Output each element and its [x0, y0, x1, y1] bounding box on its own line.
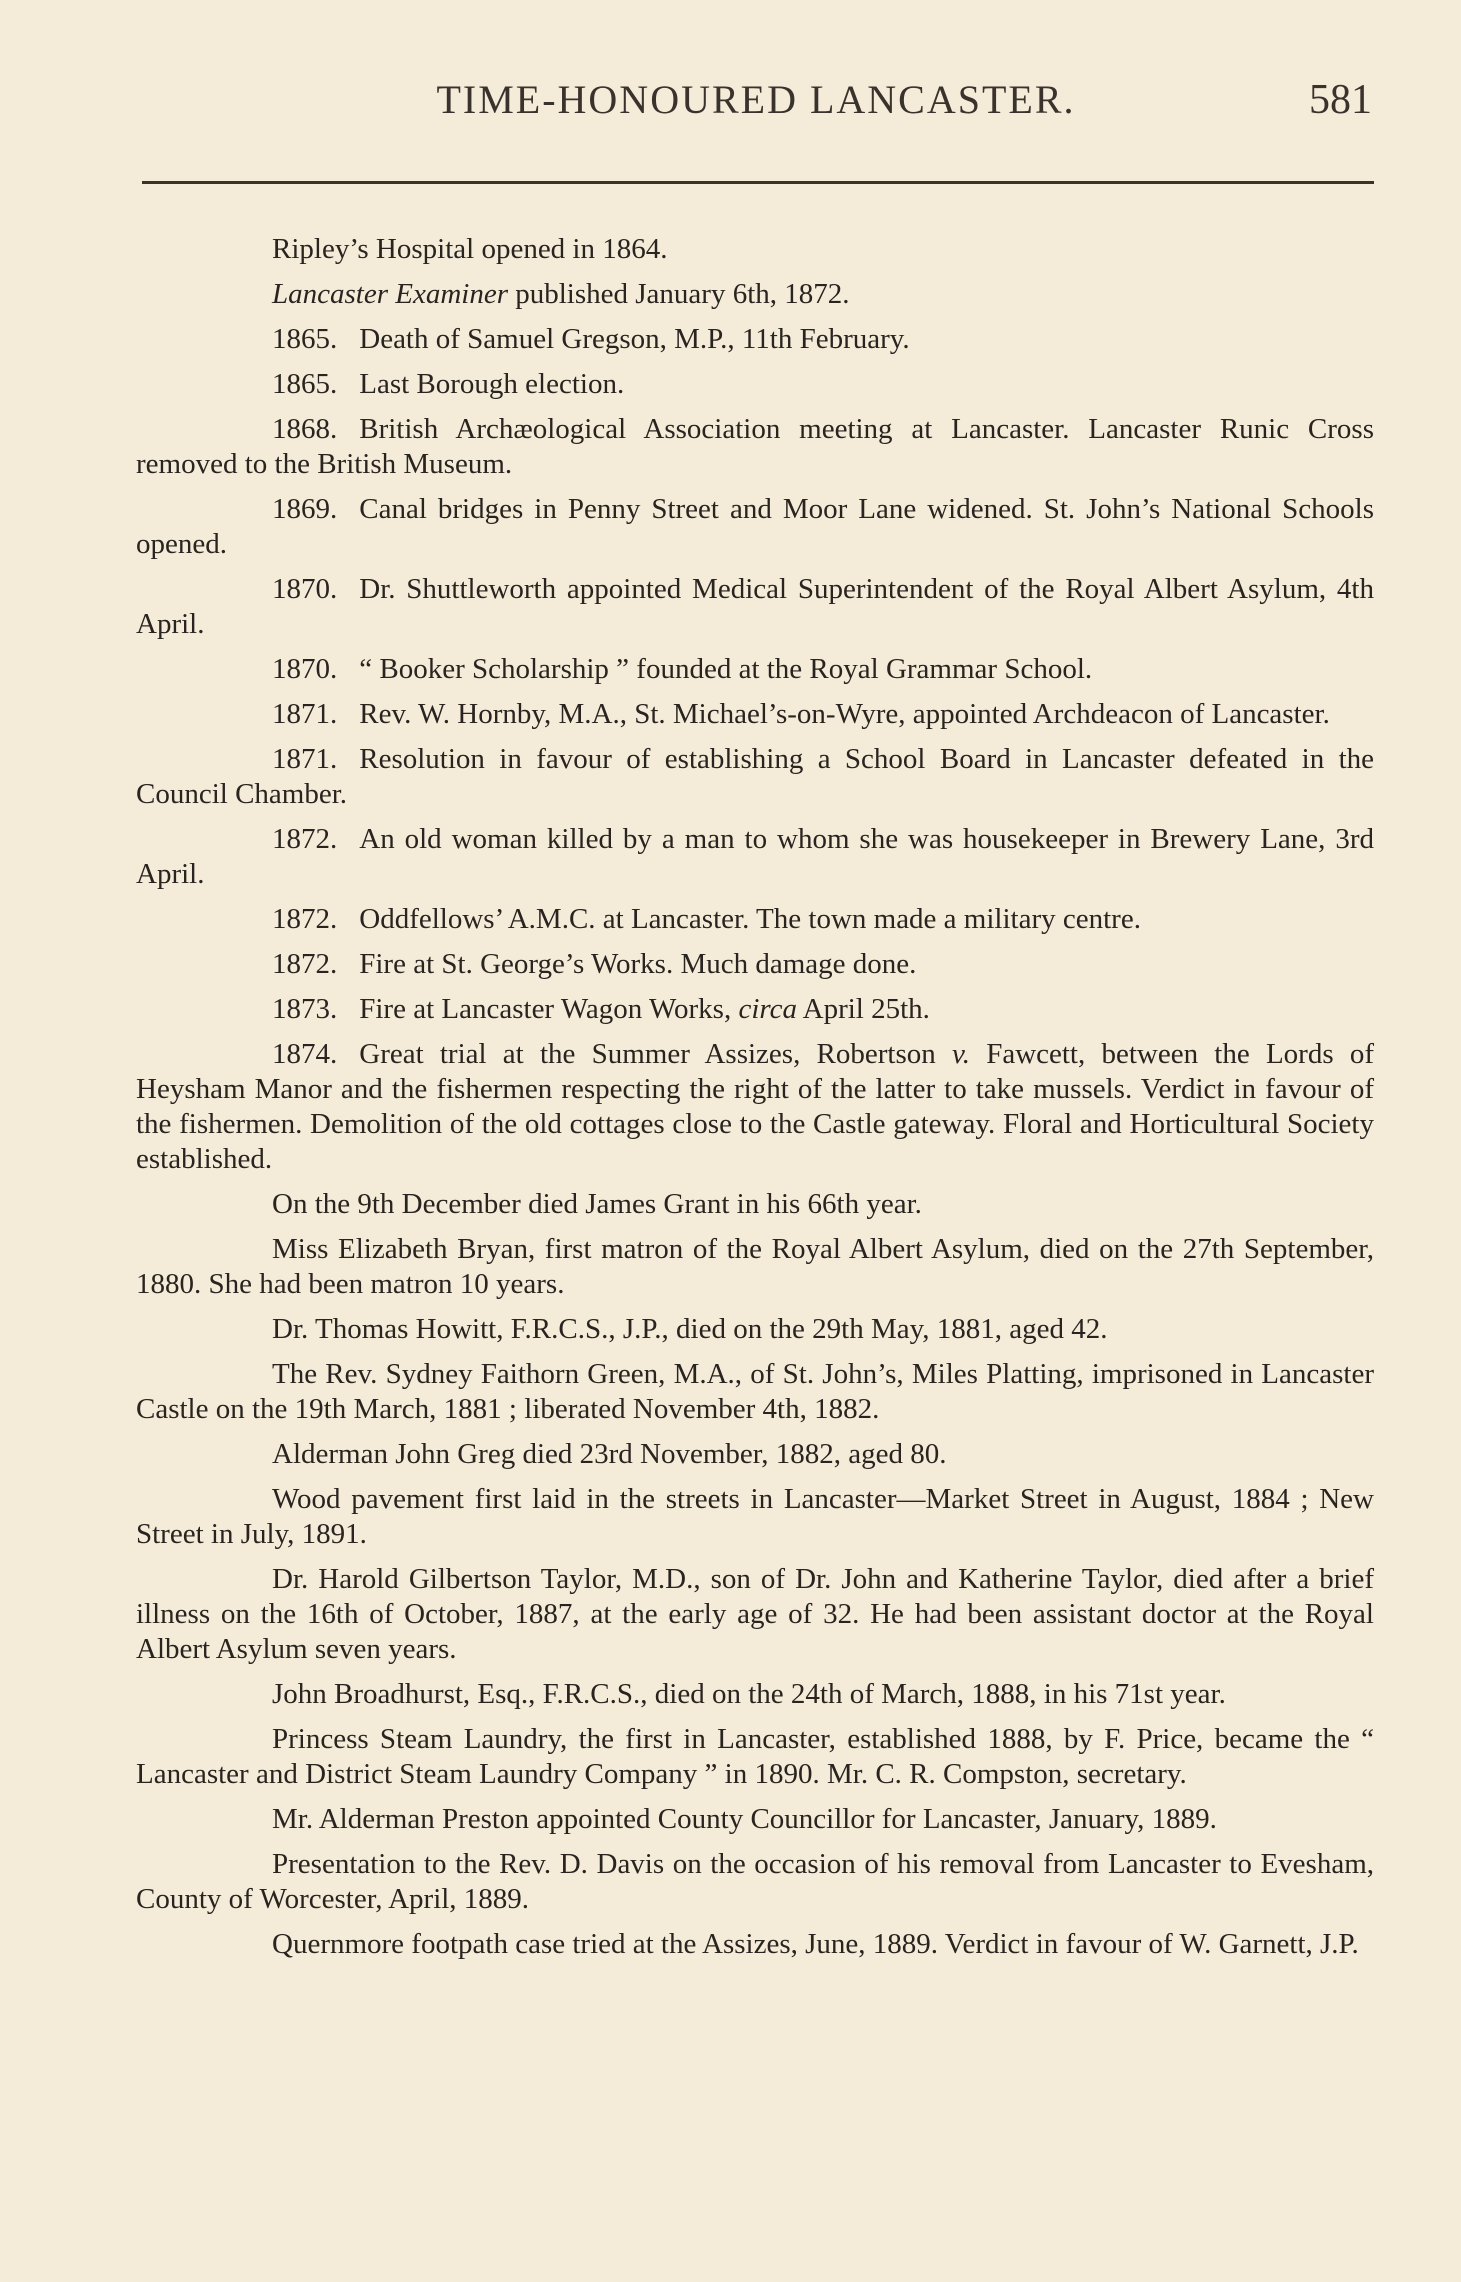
- entry-year: 1870.: [272, 573, 338, 605]
- chronology-entry: [136, 492, 1374, 562]
- entry-text: Ripley’s Hospital opened in 1864.: [272, 233, 668, 265]
- entry-year: 1868.: [272, 413, 338, 445]
- chronology-entry: [136, 1847, 1374, 1917]
- header-rule: [142, 181, 1374, 184]
- chronology-entry: [136, 1357, 1374, 1427]
- chronology-entry: [136, 412, 1374, 482]
- chronology-text: [136, 232, 1374, 1972]
- entry-text-continued: April 25th.: [796, 993, 930, 1025]
- chronology-entry: [136, 1187, 1374, 1222]
- running-head: [140, 76, 1372, 136]
- chronology-entry: [136, 1482, 1374, 1552]
- entry-text-continued: Fawcett, between the Lords of Heysham Manor and the fishermen respecting the right of the latter to take mussels. Verdict in favour of the fishermen. Demolition of the old cottages close to the Castle gateway. Floral and Horticultural Society established.: [136, 1038, 1374, 1175]
- entry-text: An old woman killed by a man to whom she was housekeeper in Brewery Lane, 3rd April.: [136, 823, 1374, 890]
- chronology-entry: [136, 367, 1374, 402]
- chronology-entry: [136, 1927, 1374, 1962]
- entry-year: 1870.: [272, 653, 338, 685]
- entry-italic: v.: [951, 1038, 970, 1070]
- chronology-entry: [136, 1722, 1374, 1792]
- entry-text: published January 6th, 1872.: [508, 278, 850, 310]
- page-number: 581: [1309, 77, 1372, 123]
- chronology-entry: [136, 902, 1374, 937]
- entry-text: Dr. Shuttleworth appointed Medical Superintendent of the Royal Albert Asylum, 4th April.: [136, 573, 1374, 640]
- chronology-entry: [136, 322, 1374, 357]
- entry-year: 1872.: [272, 948, 338, 980]
- entry-year: 1872.: [272, 823, 338, 855]
- entry-text: Oddfellows’ A.M.C. at Lancaster. The town made a military centre.: [359, 903, 1141, 935]
- entry-text: Fire at Lancaster Wagon Works,: [359, 993, 739, 1025]
- entry-year: 1874.: [272, 1038, 338, 1070]
- entry-text: Wood pavement first laid in the streets in Lancaster—Market Street in August, 1884 ; New Street in July, 1891.: [136, 1483, 1374, 1550]
- entry-text: John Broadhurst, Esq., F.R.C.S., died on the 24th of March, 1888, in his 71st year.: [272, 1678, 1226, 1710]
- chronology-entry: [136, 572, 1374, 642]
- chronology-entry: [136, 277, 1374, 312]
- entry-year: 1865.: [272, 368, 338, 400]
- entry-text: Dr. Harold Gilbertson Taylor, M.D., son of Dr. John and Katherine Taylor, died after a brief illness on the 16th of October, 1887, at the early age of 32. He had been assistant doctor at the Royal Albert Asylum seven years.: [136, 1563, 1374, 1665]
- chronology-entry: [136, 992, 1374, 1027]
- entry-text: Canal bridges in Penny Street and Moor Lane widened. St. John’s National Schools opened.: [136, 493, 1374, 560]
- entry-text: Presentation to the Rev. D. Davis on the occasion of his removal from Lancaster to Evesham, County of Worcester, April, 1889.: [136, 1848, 1374, 1915]
- entry-italic: circa: [738, 993, 797, 1025]
- entry-text: Mr. Alderman Preston appointed County Councillor for Lancaster, January, 1889.: [272, 1803, 1217, 1835]
- chronology-entry: [136, 1312, 1374, 1347]
- entry-text: Alderman John Greg died 23rd November, 1882, aged 80.: [272, 1438, 947, 1470]
- entry-year: 1871.: [272, 698, 338, 730]
- chronology-entry: [136, 652, 1374, 687]
- chronology-entry: [136, 1037, 1374, 1177]
- entry-year: 1872.: [272, 903, 338, 935]
- entry-text: On the 9th December died James Grant in his 66th year.: [272, 1188, 922, 1220]
- chronology-entry: [136, 1232, 1374, 1302]
- entry-text: Princess Steam Laundry, the first in Lancaster, established 1888, by F. Price, became the “ Lancaster and District Steam Laundry Company ” in 1890. Mr. C. R. Compston, secretary.: [136, 1723, 1374, 1790]
- entry-text: Resolution in favour of establishing a School Board in Lancaster defeated in the Council Chamber.: [136, 743, 1374, 810]
- chronology-entry: [136, 742, 1374, 812]
- entry-year: 1871.: [272, 743, 338, 775]
- entry-text: Miss Elizabeth Bryan, first matron of the Royal Albert Asylum, died on the 27th September, 1880. She had been matron 10 years.: [136, 1233, 1374, 1300]
- chronology-entry: [136, 947, 1374, 982]
- running-title: TIME-HONOURED LANCASTER.: [436, 77, 1076, 122]
- chronology-entry: [136, 697, 1374, 732]
- entry-year: 1869.: [272, 493, 338, 525]
- chronology-entry: [136, 232, 1374, 267]
- chronology-entry: [136, 1562, 1374, 1667]
- chronology-entry: [136, 1677, 1374, 1712]
- entry-text: British Archæological Association meeting at Lancaster. Lancaster Runic Cross removed to the British Museum.: [136, 413, 1374, 480]
- entry-text: “ Booker Scholarship ” founded at the Royal Grammar School.: [359, 653, 1093, 685]
- chronology-entry: [136, 1437, 1374, 1472]
- entry-italic: Lancaster Examiner: [272, 278, 508, 310]
- entry-text: Great trial at the Summer Assizes, Robertson: [359, 1038, 952, 1070]
- entry-text: Fire at St. George’s Works. Much damage done.: [359, 948, 917, 980]
- entry-text: The Rev. Sydney Faithorn Green, M.A., of St. John’s, Miles Platting, imprisoned in Lancaster Castle on the 19th March, 1881 ; liberated November 4th, 1882.: [136, 1358, 1374, 1425]
- chronology-entry: [136, 1802, 1374, 1837]
- entry-text: Last Borough election.: [359, 368, 625, 400]
- entry-text: Death of Samuel Gregson, M.P., 11th February.: [359, 323, 910, 355]
- entry-text: Dr. Thomas Howitt, F.R.C.S., J.P., died on the 29th May, 1881, aged 42.: [272, 1313, 1108, 1345]
- entry-year: 1873.: [272, 993, 338, 1025]
- entry-text: Rev. W. Hornby, M.A., St. Michael’s-on-Wyre, appointed Archdeacon of Lancaster.: [359, 698, 1330, 730]
- entry-year: 1865.: [272, 323, 338, 355]
- chronology-entry: [136, 822, 1374, 892]
- entry-text: Quernmore footpath case tried at the Assizes, June, 1889. Verdict in favour of W. Garnett, J.P.: [272, 1928, 1359, 1960]
